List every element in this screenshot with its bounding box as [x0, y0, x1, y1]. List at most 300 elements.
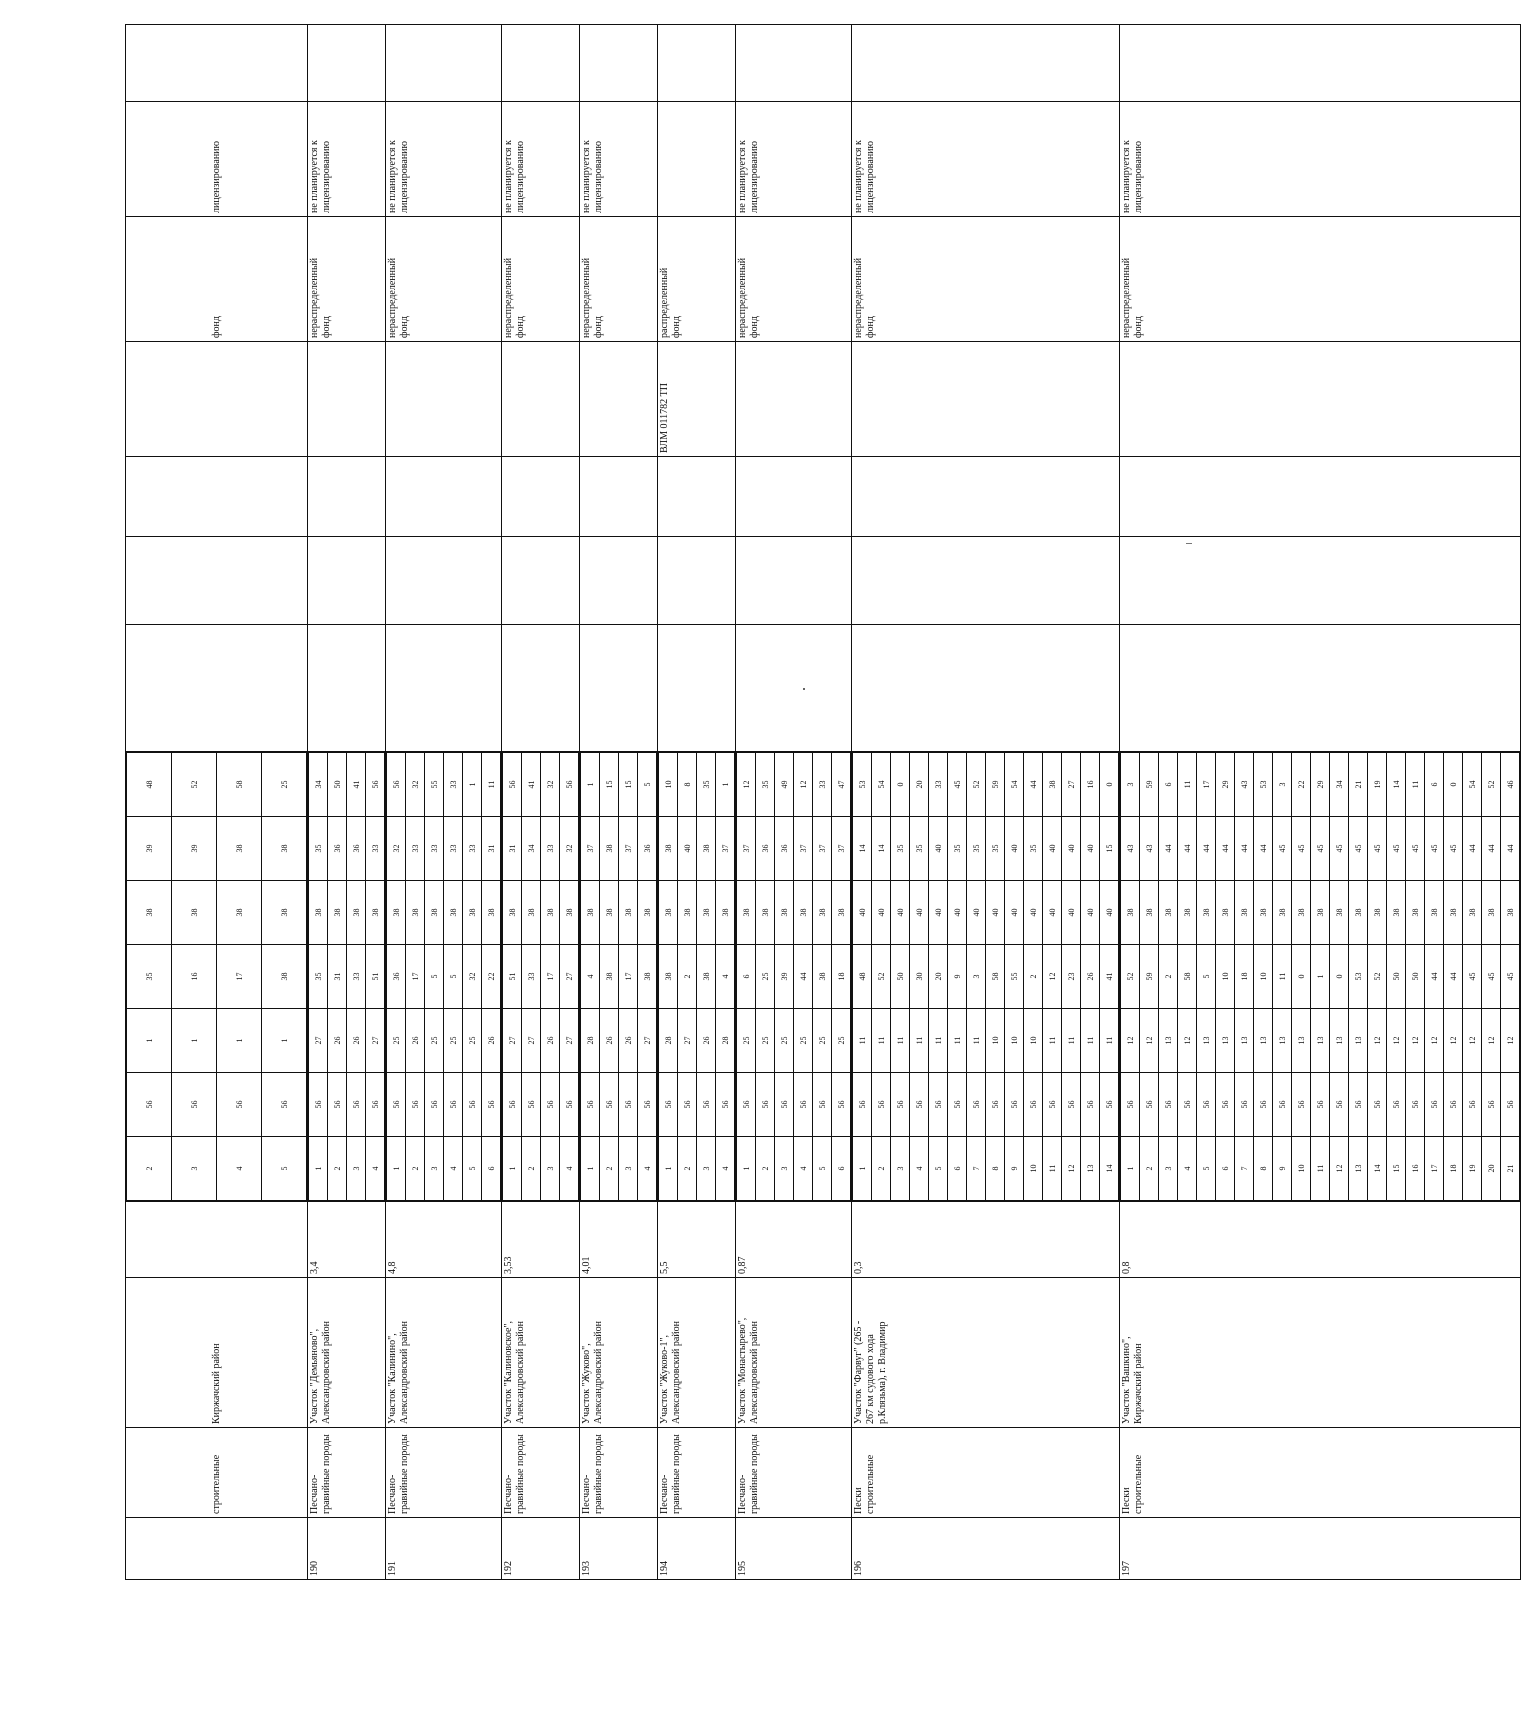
coordinate-cell: 35 [910, 817, 929, 881]
note [658, 25, 736, 102]
note [386, 25, 502, 102]
coordinate-cell: 9 [948, 945, 967, 1009]
coordinate-cell: 56 [929, 1073, 948, 1137]
coordinate-cell: 56 [347, 1073, 366, 1137]
coordinate-cell: 50 [891, 945, 910, 1009]
coordinate-row [619, 753, 638, 1201]
coordinate-cell: 12 [1178, 1009, 1197, 1073]
coordinate-cell: 10 [1024, 1009, 1043, 1073]
coordinate-cell: 3 [347, 1137, 366, 1201]
coordinate-cell: 40 [1005, 881, 1024, 945]
coordinate-cell: 17 [541, 945, 560, 1009]
coordinate-cell: 50 [1387, 945, 1406, 1009]
fund-status: нераспределенный фонд [308, 217, 386, 342]
coordinate-cell: 34 [309, 753, 328, 817]
coordinate-cell: 27 [309, 1009, 328, 1073]
coordinate-cell: 2 [406, 1137, 425, 1201]
coordinate-cell: 7 [967, 1137, 986, 1201]
coordinate-cell: 1 [581, 753, 600, 817]
coordinate-cell: 33 [522, 945, 541, 1009]
register-row [386, 25, 502, 1580]
coordinate-cell: 3 [775, 1137, 794, 1201]
coordinate-row [948, 753, 967, 1201]
coordinate-cell: 25 [775, 1009, 794, 1073]
coordinate-cell: 56 [1273, 1073, 1292, 1137]
coordinate-cell: 38 [1254, 881, 1273, 945]
coordinate-cell: 38 [217, 817, 262, 881]
coordinate-cell: 38 [1501, 881, 1520, 945]
coordinate-cell: 2 [756, 1137, 775, 1201]
coordinate-cell: 2 [1024, 945, 1043, 1009]
coordinate-cell: 25 [756, 945, 775, 1009]
coordinate-cell: 37 [794, 817, 813, 881]
coordinate-cell: 41 [522, 753, 541, 817]
header-cell-status: лицензированию [126, 102, 308, 217]
coordinate-cell: 25 [737, 1009, 756, 1073]
header-cell-area [126, 1202, 308, 1278]
coordinate-cell: 56 [697, 1073, 716, 1137]
coordinate-cell: 43 [1121, 817, 1140, 881]
site-name: Участок "Вашкино", Киржачский район [1120, 1278, 1521, 1428]
coordinate-row [1235, 753, 1254, 1201]
site-name: Участок "Монастырево", Александровский район [736, 1278, 852, 1428]
coordinates-grid [580, 752, 657, 1201]
coordinate-cell: 44 [1024, 753, 1043, 817]
coordinate-cell: 54 [1463, 753, 1482, 817]
coordinate-cell: 27 [560, 945, 579, 1009]
coordinate-cell: 1 [737, 1137, 756, 1201]
coordinate-cell: 13 [1349, 1137, 1368, 1201]
coordinate-cell: 35 [1024, 817, 1043, 881]
licensing-status: не планируется к лицензированию [386, 102, 502, 217]
coordinate-cell: 25 [813, 1009, 832, 1073]
coordinate-cell: 31 [503, 817, 522, 881]
coordinate-cell: 38 [560, 881, 579, 945]
license-number [1120, 342, 1521, 457]
coordinate-row [560, 753, 579, 1201]
fund-status: распределенный фонд [658, 217, 736, 342]
coordinates [658, 752, 736, 1202]
coordinate-cell: 4 [794, 1137, 813, 1201]
coordinate-cell: 35 [127, 945, 172, 1009]
coordinate-cell: 11 [1081, 1009, 1100, 1073]
coordinate-cell: 38 [794, 881, 813, 945]
coordinates-grid [1120, 752, 1520, 1201]
coordinate-cell: 2 [1140, 1137, 1159, 1201]
note [308, 25, 386, 102]
coordinate-cell: 34 [522, 817, 541, 881]
coordinate-cell: 7 [1235, 1137, 1254, 1201]
coordinate-cell: 12 [794, 753, 813, 817]
coordinate-cell: 38 [775, 881, 794, 945]
coordinate-cell: 40 [678, 817, 697, 881]
coordinate-cell: 14 [1100, 1137, 1119, 1201]
coordinate-cell: 38 [813, 945, 832, 1009]
coordinate-cell: 28 [581, 1009, 600, 1073]
note [502, 25, 580, 102]
coordinate-cell: 5 [444, 945, 463, 1009]
coordinate-cell: 13 [1254, 1009, 1273, 1073]
mineral-type: Песчано- гравийные породы [736, 1428, 852, 1518]
coordinate-cell: 23 [1062, 945, 1081, 1009]
coordinate-cell: 2 [678, 1137, 697, 1201]
coordinate-cell: 11 [891, 1009, 910, 1073]
coordinate-cell: 33 [813, 753, 832, 817]
coordinate-cell: 37 [716, 817, 735, 881]
coordinate-cell: 11 [1178, 753, 1197, 817]
coordinate-cell: 28 [716, 1009, 735, 1073]
scan-speck [803, 688, 805, 690]
coordinate-cell: 52 [1121, 945, 1140, 1009]
coordinate-cell: 40 [853, 881, 872, 945]
coordinate-row [716, 753, 735, 1201]
coordinate-cell: 12 [1043, 945, 1062, 1009]
coordinate-cell: 13 [1330, 1009, 1349, 1073]
resources [658, 537, 736, 625]
coordinate-cell: 56 [522, 1073, 541, 1137]
coordinate-cell: 12 [1444, 1009, 1463, 1073]
coordinate-row [217, 753, 262, 1201]
licensing-status: не планируется к лицензированию [308, 102, 386, 217]
coordinate-cell: 38 [659, 881, 678, 945]
coordinate-row [832, 753, 851, 1201]
coordinate-cell: 40 [910, 881, 929, 945]
coordinate-cell: 25 [387, 1009, 406, 1073]
coordinate-cell: 56 [891, 1073, 910, 1137]
coordinate-row [678, 753, 697, 1201]
coordinate-cell: 44 [1235, 817, 1254, 881]
coordinate-cell: 40 [929, 817, 948, 881]
coordinate-cell: 56 [1387, 1073, 1406, 1137]
coordinate-cell: 6 [832, 1137, 851, 1201]
coordinate-cell: 5 [1197, 945, 1216, 1009]
coordinate-cell: 37 [832, 817, 851, 881]
coordinate-cell: 35 [967, 817, 986, 881]
coordinate-row [1100, 753, 1119, 1201]
coordinate-cell: 10 [1024, 1137, 1043, 1201]
coordinate-cell: 37 [813, 817, 832, 881]
coordinate-cell: 17 [406, 945, 425, 1009]
coordinate-cell: 56 [1235, 1073, 1254, 1137]
coordinate-cell: 13 [1081, 1137, 1100, 1201]
coordinate-cell: 56 [172, 1073, 217, 1137]
coordinate-row [387, 753, 406, 1201]
coordinate-cell: 12 [1062, 1137, 1081, 1201]
coordinate-cell: 12 [1425, 1009, 1444, 1073]
coordinate-cell: 32 [406, 753, 425, 817]
coordinate-cell: 41 [347, 753, 366, 817]
reserves [1120, 625, 1521, 752]
coordinate-cell: 11 [910, 1009, 929, 1073]
coordinate-cell: 2 [678, 945, 697, 1009]
coordinate-row [581, 753, 600, 1201]
coordinate-cell: 39 [172, 817, 217, 881]
coordinate-cell: 25 [425, 1009, 444, 1073]
coordinate-cell: 38 [262, 881, 307, 945]
coordinate-cell: 56 [366, 753, 385, 817]
register-row [502, 25, 580, 1580]
coordinate-cell: 38 [716, 881, 735, 945]
coordinate-cell: 11 [1043, 1009, 1062, 1073]
coordinate-cell: 38 [600, 945, 619, 1009]
coordinate-cell: 50 [328, 753, 347, 817]
coordinate-row [986, 753, 1005, 1201]
coordinate-cell: 38 [309, 881, 328, 945]
coordinate-cell: 56 [1292, 1073, 1311, 1137]
coordinate-cell: 40 [1062, 817, 1081, 881]
resources [580, 537, 658, 625]
coordinate-cell: 44 [1197, 817, 1216, 881]
coordinate-cell: 59 [986, 753, 1005, 817]
coordinate-cell: 3 [891, 1137, 910, 1201]
coordinate-cell: 32 [541, 753, 560, 817]
coordinate-row [328, 753, 347, 1201]
coordinate-cell: 2 [872, 1137, 891, 1201]
coordinate-cell: 0 [1292, 945, 1311, 1009]
coordinate-row [1444, 753, 1463, 1201]
coordinate-cell: 3 [1273, 753, 1292, 817]
coordinate-cell: 12 [1121, 1009, 1140, 1073]
coordinate-cell: 38 [1159, 881, 1178, 945]
coordinate-cell: 11 [482, 753, 501, 817]
coordinate-cell: 12 [1330, 1137, 1349, 1201]
coordinate-cell: 56 [560, 753, 579, 817]
coordinate-cell: 3 [541, 1137, 560, 1201]
coordinate-cell: 25 [832, 1009, 851, 1073]
coordinate-cell: 11 [853, 1009, 872, 1073]
coordinate-cell: 45 [1349, 817, 1368, 881]
balance [502, 457, 580, 537]
coordinate-cell: 26 [697, 1009, 716, 1073]
coordinates-grid [502, 752, 579, 1201]
coordinate-cell: 26 [600, 1009, 619, 1073]
coordinate-row [756, 753, 775, 1201]
coordinate-cell: 3 [697, 1137, 716, 1201]
coordinate-cell: 31 [328, 945, 347, 1009]
coordinate-cell: 38 [697, 881, 716, 945]
coordinate-cell: 56 [127, 1073, 172, 1137]
coordinate-cell: 33 [347, 945, 366, 1009]
coordinate-cell: 4 [910, 1137, 929, 1201]
coordinate-cell: 11 [929, 1009, 948, 1073]
coordinate-row [775, 753, 794, 1201]
coordinate-cell: 4 [444, 1137, 463, 1201]
coordinate-cell: 56 [794, 1073, 813, 1137]
coordinate-cell: 56 [1368, 1073, 1387, 1137]
coordinate-cell: 38 [659, 945, 678, 1009]
coordinate-cell: 35 [309, 817, 328, 881]
header-cell-note [126, 25, 308, 102]
coordinate-cell: 6 [737, 945, 756, 1009]
coordinate-cell: 38 [832, 881, 851, 945]
coordinate-cell: 45 [1368, 817, 1387, 881]
coordinate-row [1463, 753, 1482, 1201]
coordinate-cell: 5 [463, 1137, 482, 1201]
coordinate-cell: 6 [1425, 753, 1444, 817]
coordinate-cell: 40 [872, 881, 891, 945]
coordinate-row [172, 753, 217, 1201]
site-name: Участок "Калинино", Александровский район [386, 1278, 502, 1428]
coordinate-cell: 38 [262, 945, 307, 1009]
coordinate-row [1024, 753, 1043, 1201]
coordinate-cell: 56 [1081, 1073, 1100, 1137]
coordinate-cell: 38 [1425, 881, 1444, 945]
coordinate-cell: 38 [425, 881, 444, 945]
coordinate-cell: 44 [1216, 817, 1235, 881]
coordinate-cell: 40 [1100, 881, 1119, 945]
coordinate-row [482, 753, 501, 1201]
coordinate-cell: 44 [1178, 817, 1197, 881]
coordinate-cell: 25 [444, 1009, 463, 1073]
coordinate-cell: 38 [813, 881, 832, 945]
coordinate-cell: 44 [1501, 817, 1520, 881]
balance [658, 457, 736, 537]
coordinate-cell: 56 [1140, 1073, 1159, 1137]
coordinate-cell: 36 [638, 817, 657, 881]
coordinate-cell: 51 [503, 945, 522, 1009]
coordinate-cell: 56 [366, 1073, 385, 1137]
licensing-status: не планируется к лицензированию [502, 102, 580, 217]
coordinate-cell: 56 [444, 1073, 463, 1137]
coordinate-cell: 1 [581, 1137, 600, 1201]
coordinate-cell: 15 [619, 753, 638, 817]
coordinate-cell: 1 [463, 753, 482, 817]
coordinate-cell: 56 [1100, 1073, 1119, 1137]
row-number: 190 [308, 1518, 386, 1580]
coordinate-cell: 38 [217, 881, 262, 945]
coordinate-cell: 2 [522, 1137, 541, 1201]
coordinate-cell: 38 [127, 881, 172, 945]
coordinate-cell: 13 [1197, 1009, 1216, 1073]
register-row [580, 25, 658, 1580]
coordinate-cell: 13 [1216, 1009, 1235, 1073]
coordinate-cell: 10 [659, 753, 678, 817]
coordinate-cell: 9 [1005, 1137, 1024, 1201]
coordinate-cell: 56 [406, 1073, 425, 1137]
coordinate-cell: 5 [929, 1137, 948, 1201]
fund-status: нераспределенный фонд [736, 217, 852, 342]
site-area: 3,4 [308, 1202, 386, 1278]
coordinate-cell: 43 [1235, 753, 1254, 817]
coordinate-row [309, 753, 328, 1201]
coordinate-cell: 40 [986, 881, 1005, 945]
coordinate-cell: 1 [127, 1009, 172, 1073]
coordinate-cell: 6 [1216, 1137, 1235, 1201]
coordinate-cell: 56 [853, 1073, 872, 1137]
coordinate-cell: 16 [172, 945, 217, 1009]
coordinate-cell: 56 [600, 1073, 619, 1137]
coordinate-row [638, 753, 657, 1201]
coordinate-cell: 5 [1197, 1137, 1216, 1201]
coordinate-cell: 32 [560, 817, 579, 881]
reserves [386, 625, 502, 752]
coordinate-row [1311, 753, 1330, 1201]
coordinate-cell: 38 [1463, 881, 1482, 945]
coordinate-cell: 38 [697, 817, 716, 881]
coordinate-cell: 56 [872, 1073, 891, 1137]
coordinate-cell: 3 [1159, 1137, 1178, 1201]
coordinates-grid [852, 752, 1119, 1201]
coordinate-cell: 56 [503, 1073, 522, 1137]
coordinate-cell: 0 [1330, 945, 1349, 1009]
coordinate-cell: 43 [1140, 817, 1159, 881]
row-number: 191 [386, 1518, 502, 1580]
coordinate-cell: 40 [1024, 881, 1043, 945]
fund-status: нераспределенный фонд [1120, 217, 1521, 342]
coordinate-cell: 38 [737, 881, 756, 945]
coordinate-cell: 59 [1140, 945, 1159, 1009]
balance [386, 457, 502, 537]
coordinate-cell: 56 [217, 1073, 262, 1137]
coordinate-cell: 9 [1273, 1137, 1292, 1201]
coordinate-cell: 27 [1062, 753, 1081, 817]
note [736, 25, 852, 102]
coordinate-row [813, 753, 832, 1201]
coordinate-cell: 38 [444, 881, 463, 945]
coordinate-cell: 1 [503, 1137, 522, 1201]
coordinate-cell: 17 [619, 945, 638, 1009]
coordinate-cell: 38 [1178, 881, 1197, 945]
coordinates-grid [658, 752, 735, 1201]
row-number: 192 [502, 1518, 580, 1580]
coordinate-cell: 12 [1463, 1009, 1482, 1073]
rotated-page [125, 125, 1515, 1580]
coordinate-row [406, 753, 425, 1201]
coordinate-cell: 53 [1349, 945, 1368, 1009]
coordinate-cell: 8 [678, 753, 697, 817]
coordinate-cell: 40 [1081, 817, 1100, 881]
coordinate-cell: 25 [463, 1009, 482, 1073]
coordinate-cell: 56 [716, 1073, 735, 1137]
coordinate-cell: 36 [328, 817, 347, 881]
coordinate-cell: 1 [217, 1009, 262, 1073]
coordinate-cell: 17 [217, 945, 262, 1009]
coordinate-cell: 15 [1100, 817, 1119, 881]
coordinate-cell: 10 [1292, 1137, 1311, 1201]
coordinate-row [1043, 753, 1062, 1201]
coordinate-cell: 3 [619, 1137, 638, 1201]
site-area: 0,87 [736, 1202, 852, 1278]
coordinate-row [1216, 753, 1235, 1201]
coordinate-cell: 26 [619, 1009, 638, 1073]
coordinate-cell: 38 [541, 881, 560, 945]
coordinate-row [1349, 753, 1368, 1201]
site-area: 4,01 [580, 1202, 658, 1278]
coordinates [502, 752, 580, 1202]
coordinate-cell: 26 [1081, 945, 1100, 1009]
coordinate-cell: 15 [600, 753, 619, 817]
fund-status: нераспределенный фонд [580, 217, 658, 342]
coordinate-cell: 41 [1100, 945, 1119, 1009]
mineral-type: Пески строительные [852, 1428, 1120, 1518]
licensing-status [658, 102, 736, 217]
coordinate-cell: 56 [1444, 1073, 1463, 1137]
coordinate-cell: 56 [1406, 1073, 1425, 1137]
coordinate-cell: 38 [638, 881, 657, 945]
coordinate-cell: 40 [1062, 881, 1081, 945]
register-row [736, 25, 852, 1580]
coordinate-cell: 45 [1330, 817, 1349, 881]
coordinate-cell: 5 [813, 1137, 832, 1201]
site-area: 5,5 [658, 1202, 736, 1278]
site-name: Участок "Калиновское", Александровский район [502, 1278, 580, 1428]
licensing-status: не планируется к лицензированию [736, 102, 852, 217]
coordinate-cell: 40 [891, 881, 910, 945]
coordinates [386, 752, 502, 1202]
coordinate-cell: 38 [1216, 881, 1235, 945]
mineral-type: Песчано- гравийные породы [308, 1428, 386, 1518]
coordinate-row [853, 753, 872, 1201]
